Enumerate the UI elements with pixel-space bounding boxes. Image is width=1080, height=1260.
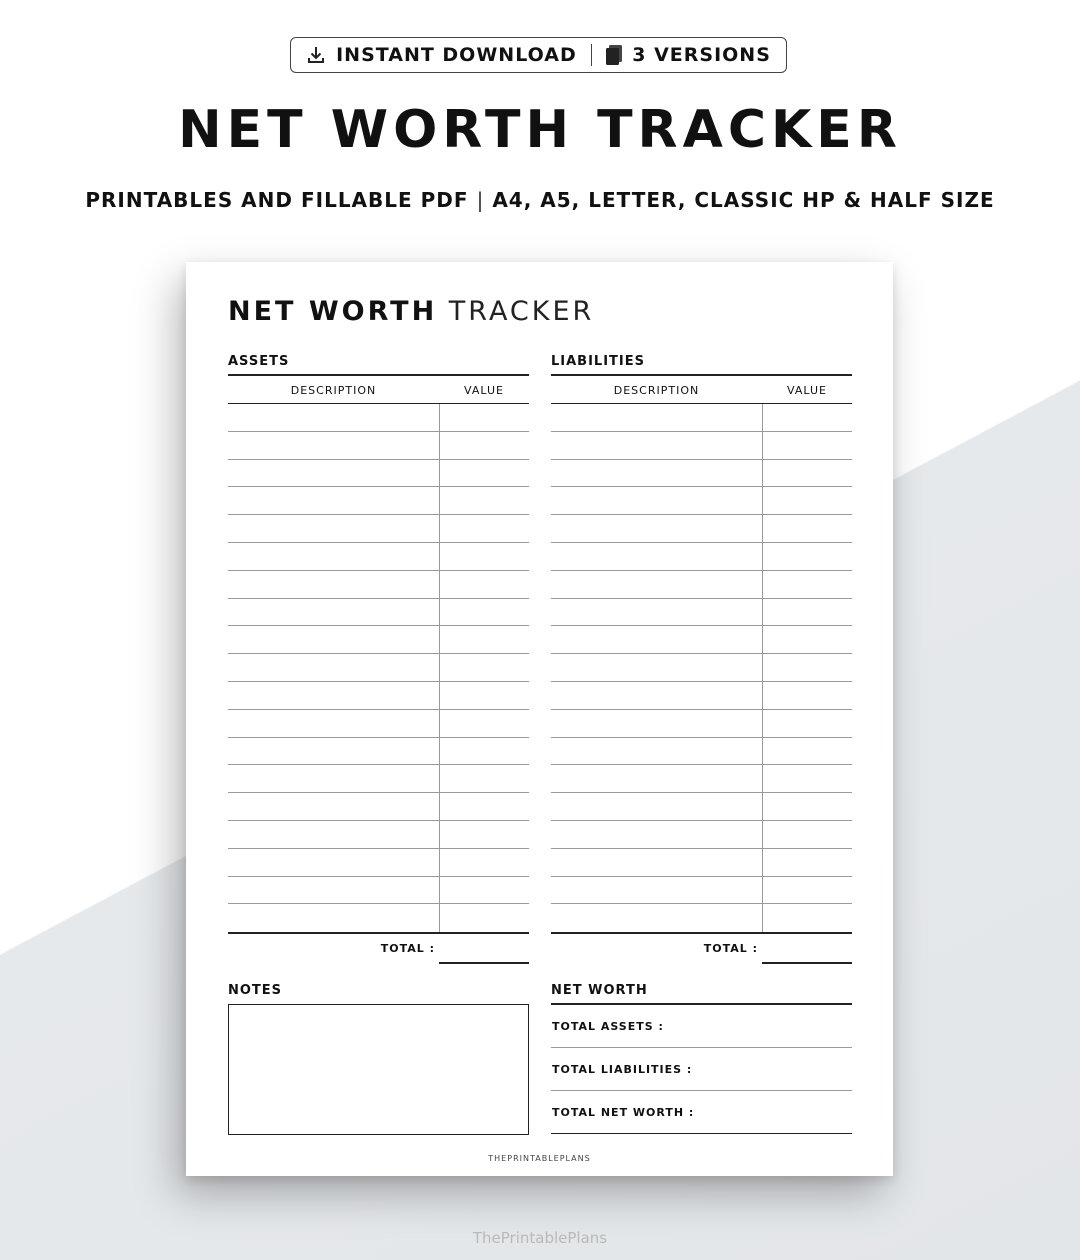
table-row[interactable] (228, 543, 529, 571)
table-row[interactable] (551, 877, 852, 905)
table-row[interactable] (228, 765, 529, 793)
sheet-footer: THEPRINTABLEPLANS (488, 1154, 591, 1163)
assets-total-label: TOTAL : (380, 941, 435, 955)
table-row[interactable] (228, 821, 529, 849)
table-row[interactable] (228, 738, 529, 766)
table-row[interactable] (228, 682, 529, 710)
printable-sheet (186, 262, 893, 1176)
table-row[interactable] (551, 487, 852, 515)
table-row[interactable] (551, 904, 852, 932)
net-worth-label: NET WORTH (551, 983, 648, 998)
table-row[interactable] (551, 626, 852, 654)
sheet-title-light: TRACKER (448, 296, 595, 327)
table-row[interactable] (228, 710, 529, 738)
table-row[interactable] (228, 599, 529, 627)
table-row[interactable] (551, 765, 852, 793)
assets-column-headers (228, 376, 529, 403)
table-row[interactable] (228, 460, 529, 488)
versions-label: 3 VERSIONS (632, 44, 771, 66)
table-row[interactable] (551, 738, 852, 766)
instant-download-label: INSTANT DOWNLOAD (336, 44, 577, 66)
watermark: ThePrintablePlans (472, 1229, 608, 1247)
subtitle-formats: PRINTABLES AND FILLABLE PDF (85, 188, 469, 212)
assets-total-field[interactable] (439, 962, 529, 964)
liabilities-total (551, 934, 852, 964)
liabilities-value-header: VALUE (787, 383, 827, 397)
liabilities-section (551, 354, 852, 964)
table-row[interactable] (228, 877, 529, 905)
table-row[interactable] (228, 904, 529, 932)
total-liabilities-label: TOTAL LIABILITIES : (552, 1062, 693, 1076)
badge-divider (591, 44, 593, 66)
notes-label: NOTES (228, 983, 283, 998)
table-row[interactable] (228, 432, 529, 460)
liabilities-total-label: TOTAL : (703, 941, 758, 955)
table-row[interactable] (551, 710, 852, 738)
assets-value-header: VALUE (464, 383, 504, 397)
liabilities-column-headers (551, 376, 852, 403)
table-row[interactable] (228, 404, 529, 432)
table-row[interactable] (551, 571, 852, 599)
table-row[interactable] (551, 682, 852, 710)
table-row[interactable] (551, 654, 852, 682)
table-row[interactable] (551, 432, 852, 460)
table-row[interactable] (551, 543, 852, 571)
net-worth-row[interactable] (551, 1005, 852, 1048)
table-row[interactable] (228, 515, 529, 543)
table-row[interactable] (228, 571, 529, 599)
total-assets-label: TOTAL ASSETS : (552, 1019, 664, 1033)
table-row[interactable] (551, 849, 852, 877)
table-row[interactable] (551, 821, 852, 849)
assets-description-header: DESCRIPTION (290, 383, 377, 397)
sheet-title-bold: NET WORTH (228, 296, 438, 327)
assets-total (228, 934, 529, 964)
table-row[interactable] (551, 793, 852, 821)
subtitle-separator: | (476, 188, 485, 212)
notes-box[interactable] (228, 1004, 529, 1135)
liabilities-rows (551, 404, 852, 932)
product-badge (290, 37, 787, 73)
table-row[interactable] (551, 460, 852, 488)
total-net-worth-label: TOTAL NET WORTH : (552, 1105, 695, 1119)
net-worth-row[interactable] (551, 1048, 852, 1091)
net-worth-row[interactable] (551, 1091, 852, 1134)
sheet-title (228, 296, 594, 327)
table-row[interactable] (228, 626, 529, 654)
table-row[interactable] (228, 849, 529, 877)
table-row[interactable] (228, 793, 529, 821)
table-row[interactable] (228, 487, 529, 515)
liabilities-label: LIABILITIES (551, 354, 645, 369)
assets-label: ASSETS (228, 354, 290, 369)
assets-section (228, 354, 529, 964)
liabilities-total-field[interactable] (762, 962, 852, 964)
document-icon (606, 45, 622, 65)
net-worth-section (551, 983, 852, 1134)
table-row[interactable] (551, 404, 852, 432)
table-row[interactable] (551, 599, 852, 627)
liabilities-description-header: DESCRIPTION (613, 383, 700, 397)
assets-rows (228, 404, 529, 932)
table-row[interactable] (551, 515, 852, 543)
download-icon (306, 45, 326, 65)
table-row[interactable] (228, 654, 529, 682)
subtitle (0, 188, 1080, 212)
subtitle-sizes: A4, A5, LETTER, CLASSIC HP & HALF SIZE (492, 188, 995, 212)
main-title: NET WORTH TRACKER (178, 100, 902, 160)
